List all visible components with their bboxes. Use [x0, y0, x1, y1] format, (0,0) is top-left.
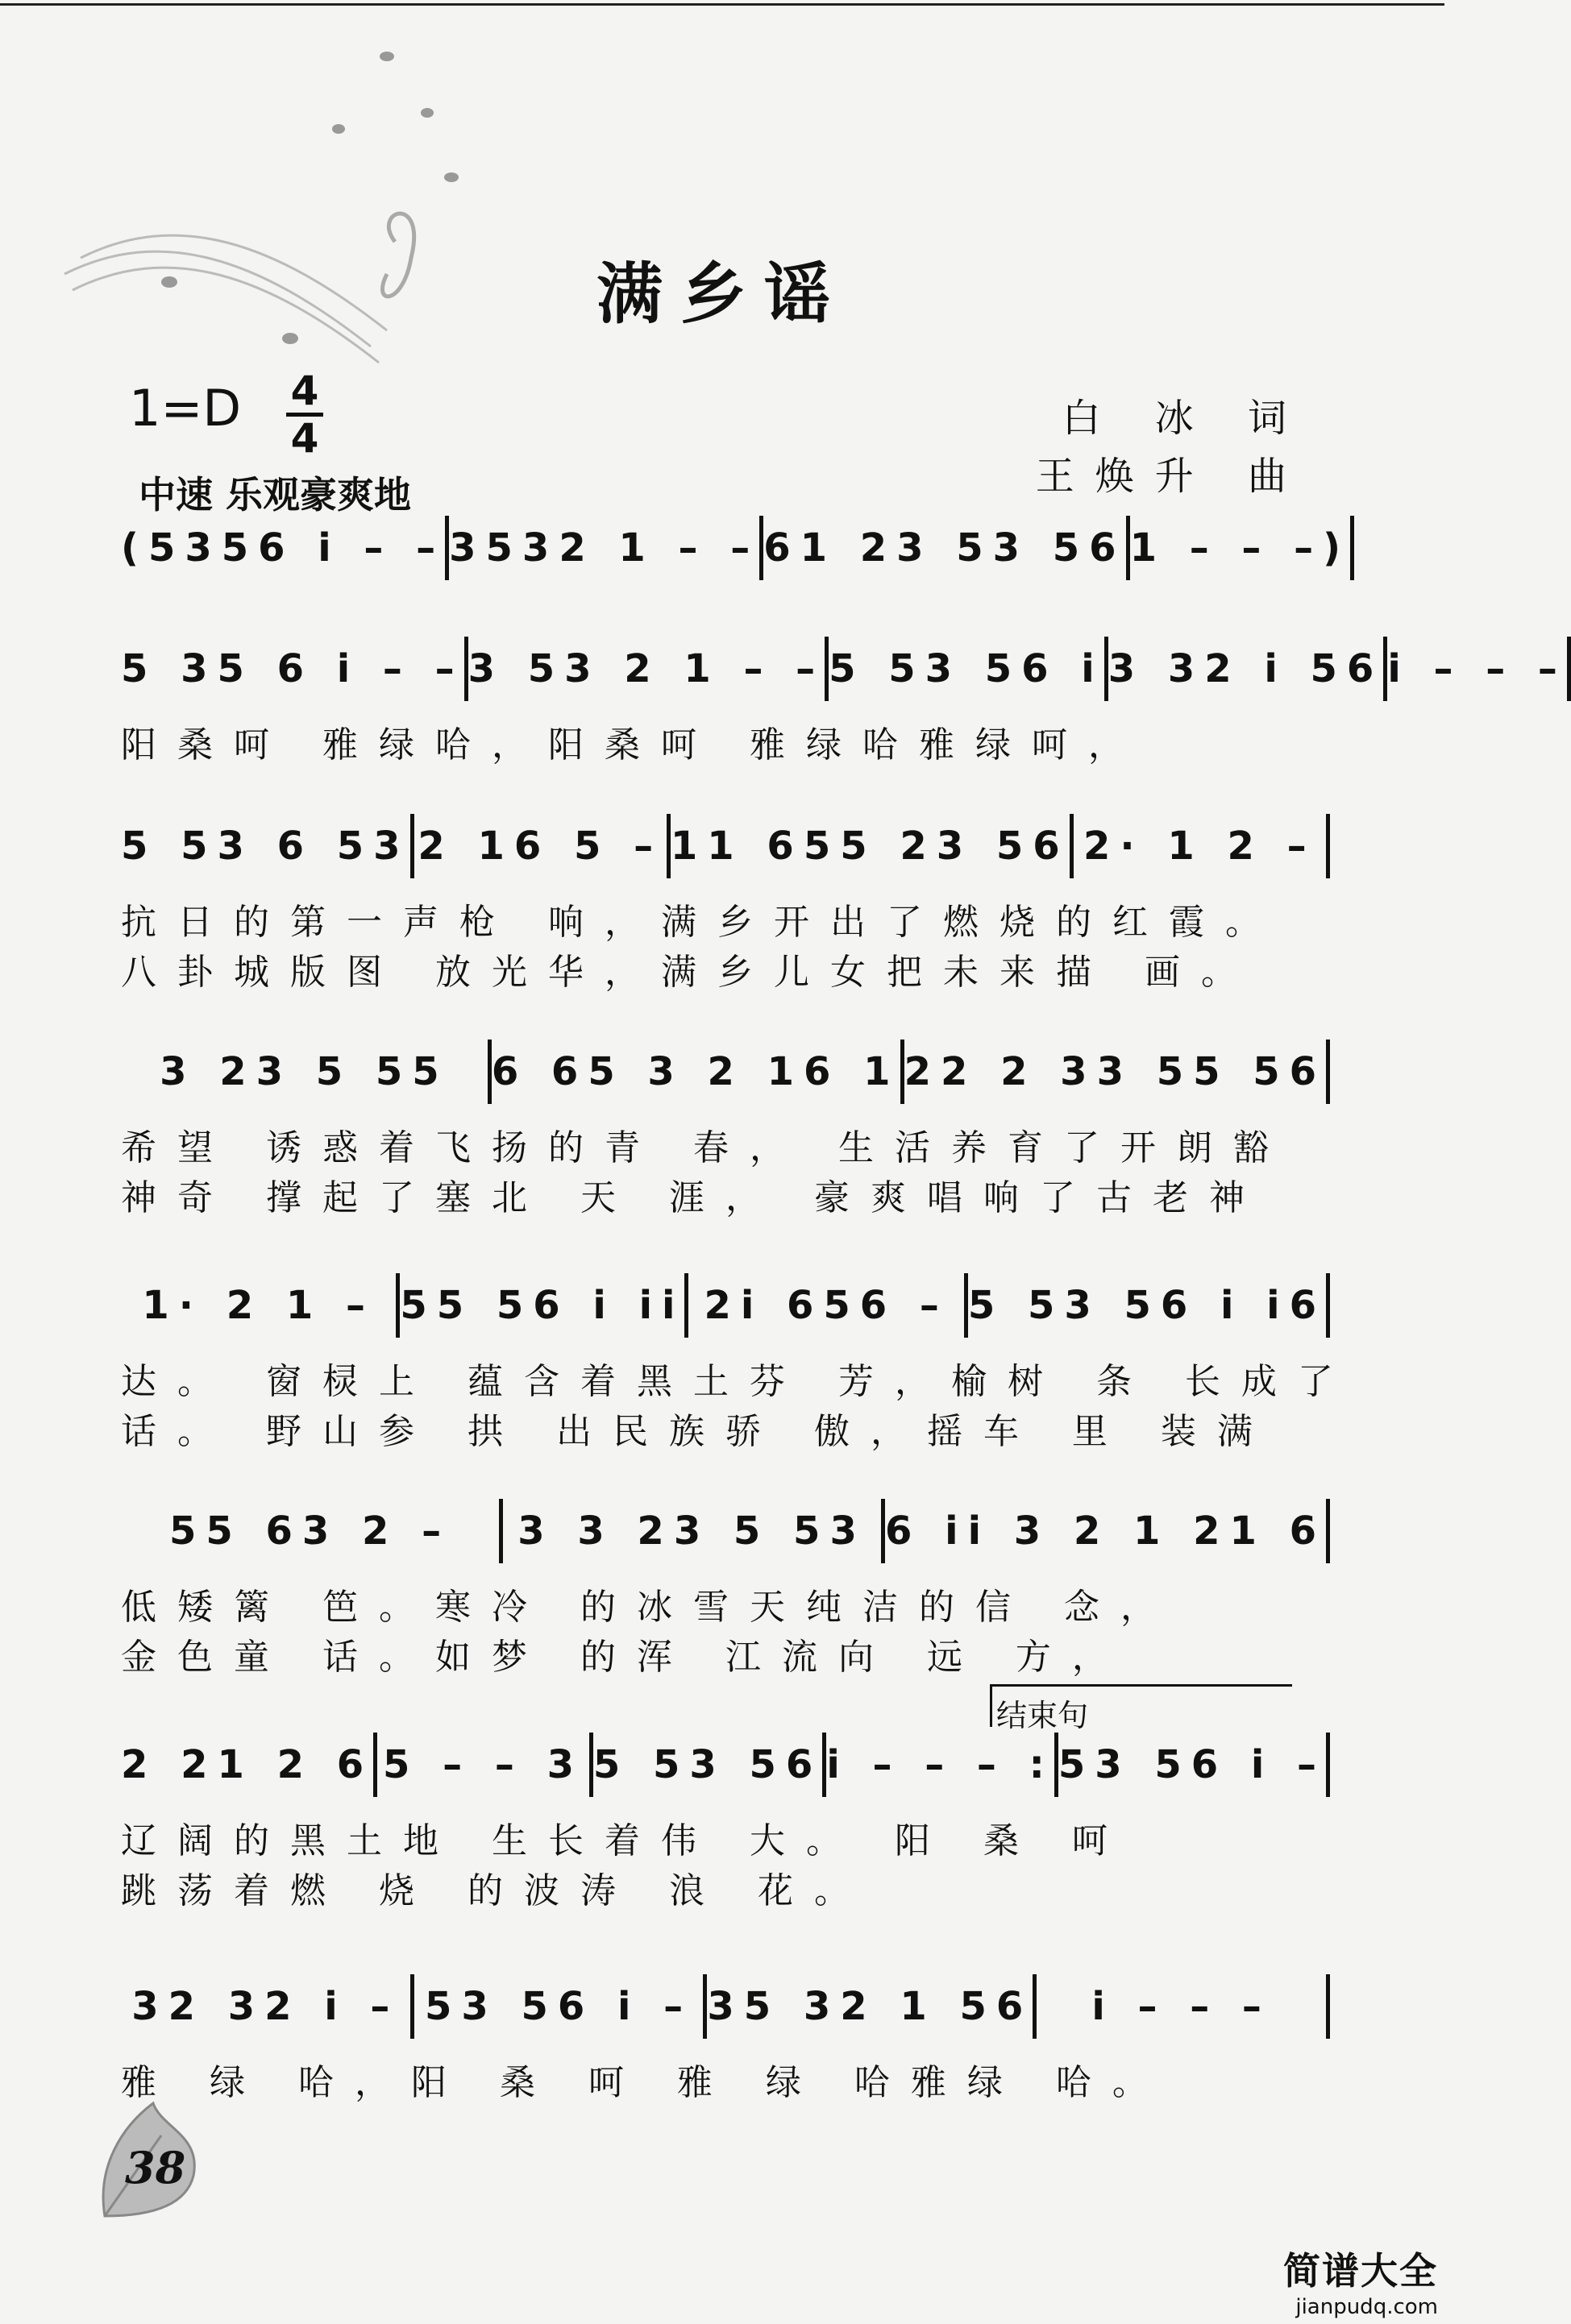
measure: 3 32 i 56	[1108, 646, 1384, 691]
barline	[1326, 1040, 1330, 1104]
measure: 3 23 5 55	[160, 1049, 449, 1094]
measure: 53 56 i –	[424, 1984, 693, 2029]
measure: 2· 1 2 –	[1083, 824, 1316, 869]
measure: 61 23 53 56	[763, 525, 1126, 571]
logo-text: 简谱大全	[1283, 2249, 1438, 2293]
measure: 22 2 33 55 56	[904, 1049, 1326, 1094]
lyricist-credit: 白 冰 词	[1062, 396, 1307, 441]
measure: i – – – :	[826, 1742, 1054, 1787]
notes-row	[121, 637, 1567, 701]
tempo-marking: 中速 乐观豪爽地	[139, 473, 412, 517]
time-signature	[286, 367, 323, 462]
barline	[1326, 1733, 1330, 1797]
notes-row	[121, 814, 1330, 878]
lyrics-verse-1: 辽阔的黑土地 生长着伟 大。 阳 桑 呵	[121, 1820, 1128, 1861]
lyrics-verse-1: 阳桑呵 雅绿哈，阳桑呵 雅绿哈雅绿呵，	[121, 724, 1145, 766]
lyrics-verse-2: 八卦城版图 放光华，满乡儿女把未来描 画。	[121, 952, 1257, 993]
time-denominator: 4	[290, 415, 319, 462]
measure: 1 – – –)	[1129, 525, 1351, 571]
measure: 3 53 2 1 – –	[468, 646, 825, 691]
barline	[1326, 1974, 1330, 2039]
ending-label: 结束句	[996, 1698, 1089, 1733]
lyrics-verse-1: 雅 绿 哈，阳 桑 呵 雅 绿 哈雅绿 哈。	[121, 2062, 1169, 2103]
lyrics-verse-1: 低矮篱 笆。寒冷 的冰雪天纯洁的信 念，	[121, 1587, 1177, 1628]
barline	[1326, 1273, 1330, 1338]
notes-row	[121, 1499, 1330, 1563]
measure: 2i 656 –	[704, 1283, 949, 1328]
composer-credit: 王焕升 曲	[1035, 454, 1307, 499]
measure: 3 3 23 5 53	[517, 1509, 867, 1554]
lyrics-verse-1: 达。 窗棂上 蕴含着黑土芬 芳，榆树 条 长成了	[121, 1361, 1354, 1402]
measure: 6 ii 3 2 1 21 6	[885, 1509, 1326, 1554]
notes-row	[121, 1273, 1330, 1338]
lyrics-verse-2: 跳荡着燃 烧 的波涛 浪 花。	[121, 1870, 871, 1911]
site-logo	[1283, 2242, 1438, 2319]
lyrics-verse-1: 抗日的第一声枪 响，满乡开出了燃烧的红霞。	[121, 902, 1282, 943]
measure: 5 53 56	[592, 1742, 823, 1787]
measure: 1· 2 1 –	[142, 1283, 375, 1328]
measure: 5 35 6 i – –	[121, 646, 464, 691]
measure: 3532 1 – –	[449, 525, 760, 571]
barline	[1326, 1499, 1330, 1563]
lyrics-verse-2: 神奇 撑起了塞北 天 涯， 豪爽唱响了古老神	[121, 1177, 1266, 1218]
key-signature: 1=D	[129, 379, 242, 438]
top-border	[0, 3, 1444, 6]
lyrics-verse-2: 话。 野山参 拱 出民族骄 傲，摇车 里 装满	[121, 1411, 1274, 1452]
measure: 53 56 i –	[1058, 1742, 1326, 1787]
measure: 11 655 23 56	[670, 824, 1070, 869]
measure: 5 53 6 53	[121, 824, 410, 869]
measure: 55 63 2 –	[168, 1509, 451, 1554]
lyrics-verse-2: 金色童 话。如梦 的浑 江流向 远 方，	[121, 1637, 1128, 1678]
measure: 2 16 5 –	[418, 824, 663, 869]
measure: 32 32 i –	[131, 1984, 400, 2029]
measure: 6 65 3 2 16 1	[491, 1049, 900, 1094]
notes-row	[121, 1040, 1330, 1104]
measure: 5 – – 3	[383, 1742, 584, 1787]
measure: 5 53 56 i i6	[967, 1283, 1327, 1328]
measure: 55 56 i ii	[400, 1283, 685, 1328]
measure: 2 21 2 6	[121, 1742, 374, 1787]
song-title: 满乡谣	[596, 255, 848, 333]
barline	[1567, 637, 1571, 701]
notes-row	[121, 1733, 1330, 1797]
notes-row	[121, 516, 1351, 580]
measure: i – – –	[1387, 646, 1567, 691]
barline	[1350, 516, 1354, 580]
measure: 5 53 56 i	[829, 646, 1104, 691]
measure: 35 32 1 56	[707, 1984, 1033, 2029]
lyrics-verse-1: 希望 诱惑着飞扬的青 春， 生活养育了开朗豁	[121, 1127, 1290, 1168]
measure: (5356 i – –	[121, 525, 446, 571]
notes-row	[121, 1974, 1330, 2039]
logo-url: jianpudq.com	[1295, 2295, 1438, 2319]
time-numerator: 4	[290, 367, 319, 414]
page-number: 38	[125, 2142, 186, 2193]
barline	[1326, 814, 1330, 878]
measure: i – – –	[1091, 1984, 1271, 2029]
